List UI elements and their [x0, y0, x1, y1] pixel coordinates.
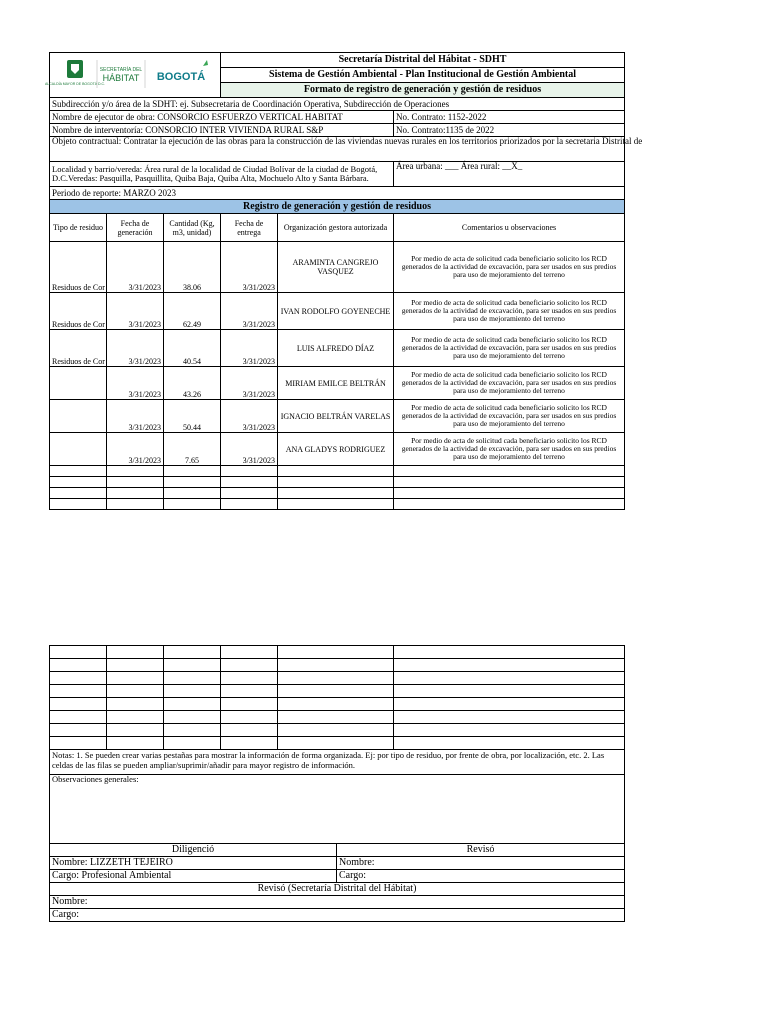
nombre-sdht: Nombre:	[50, 896, 625, 909]
cell-organizacion: ARAMINTA CANGREJO VASQUEZ	[278, 242, 394, 293]
table-row	[50, 367, 625, 400]
cell-fecha-gen: 3/31/2023	[107, 433, 164, 466]
logo-area	[44, 53, 221, 98]
nombre-reviso: Nombre:	[337, 857, 625, 870]
empty-row	[50, 711, 625, 724]
cell-organizacion: IVAN RODOLFO GOYENECHE	[278, 293, 394, 330]
cell-cantidad: 7.65	[164, 433, 221, 466]
cell-organizacion: IGNACIO BELTRÁN VARELAS	[278, 400, 394, 433]
cell-cantidad: 62.49	[164, 293, 221, 330]
alcaldia-shield-icon	[45, 60, 105, 86]
header-table	[44, 52, 643, 510]
logo-habitat-text: HÁBITAT	[102, 73, 140, 83]
cell-comentario: Por medio de acta de solicitud cada beneficiario solicito los RCD generados de la actividad de excavación, para ser usados en sus predios para uso de mejoramiento del terreno	[394, 242, 625, 293]
objeto-field: Objeto contractual: Contratar la ejecución de las obras para la construcción de las viviendas nuevas rurales en los territorios priorizados por la secretaria Distrital de	[50, 137, 625, 162]
table-row	[50, 400, 625, 433]
continuation-sheet	[49, 645, 624, 922]
reviso-heading: Revisó	[337, 844, 625, 857]
cell-fecha-ent: 3/31/2023	[221, 367, 278, 400]
localidad-field: Localidad y barrio/vereda: Área rural de la localidad de Ciudad Bolívar de la ciudad de Bogotá, D.C.Veredas: Pasquilla, Pasquillita, Quiba Baja, Quiba Alta, Mochuelo Alto y Santa Bárbara.	[50, 162, 394, 187]
logo-secretaria-text: SECRETARÍA DEL	[99, 67, 143, 73]
empty-row	[50, 672, 625, 685]
empty-row	[50, 737, 625, 750]
logo-bogota-text: BOGOTÁ	[156, 71, 206, 83]
empty-row	[50, 499, 625, 510]
cell-organizacion: ANA GLADYS RODRIGUEZ	[278, 433, 394, 466]
cell-tipo	[50, 400, 107, 433]
logo-alcaldia-text: ALCALDÍA MAYOR DE BOGOTÁ D.C.	[44, 82, 106, 86]
cell-comentario: Por medio de acta de solicitud cada beneficiario solicito los RCD generados de la actividad de excavación, para ser usados en sus predios para uso de mejoramiento del terreno	[394, 293, 625, 330]
col-cantidad: Cantidad (Kg, m3, unidad)	[164, 214, 221, 242]
table-row	[50, 433, 625, 466]
empty-row	[50, 466, 625, 477]
cell-comentario: Por medio de acta de solicitud cada beneficiario solicito los RCD generados de la actividad de excavación, para ser usados en sus predios para uso de mejoramiento del terreno	[394, 400, 625, 433]
cargo-diligencio: Cargo: Profesional Ambiental	[50, 870, 337, 883]
interventoria-field: Nombre de interventoría: CONSORCIO INTER VIVIENDA RURAL S&P	[50, 124, 394, 137]
cell-fecha-ent: 3/31/2023	[221, 293, 278, 330]
empty-row	[50, 488, 625, 499]
section-title: Registro de generación y gestión de residuos	[50, 200, 625, 214]
cargo-reviso: Cargo:	[337, 870, 625, 883]
table-row	[50, 242, 625, 293]
col-fecha-gen: Fecha de generación	[107, 214, 164, 242]
cell-fecha-gen: 3/31/2023	[107, 400, 164, 433]
title-sdht: Secretaría Distrital del Hábitat - SDHT	[221, 53, 625, 68]
observations-field: Observaciones generales:	[50, 775, 625, 844]
cell-fecha-gen: 3/31/2023	[107, 293, 164, 330]
cell-cantidad: 43.26	[164, 367, 221, 400]
empty-row	[50, 659, 625, 672]
diligencio-heading: Diligenció	[50, 844, 337, 857]
cell-tipo: Residuos de Cor	[50, 330, 107, 367]
bogota-star-icon	[203, 60, 208, 66]
empty-row	[50, 698, 625, 711]
cell-cantidad: 40.54	[164, 330, 221, 367]
cell-fecha-ent: 3/31/2023	[221, 400, 278, 433]
table-row	[50, 293, 625, 330]
cell-fecha-gen: 3/31/2023	[107, 242, 164, 293]
empty-row	[50, 477, 625, 488]
cell-cantidad: 38.06	[164, 242, 221, 293]
cell-tipo: Residuos de Cor	[50, 242, 107, 293]
col-fecha-ent: Fecha de entrega	[221, 214, 278, 242]
cell-organizacion: MIRIAM EMILCE BELTRÁN	[278, 367, 394, 400]
cell-comentario: Por medio de acta de solicitud cada beneficiario solicito los RCD generados de la actividad de excavación, para ser usados en sus predios para uso de mejoramiento del terreno	[394, 367, 625, 400]
title-sistema: Sistema de Gestión Ambiental - Plan Institucional de Gestión Ambiental	[221, 68, 625, 83]
periodo-field: Periodo de reporte: MARZO 2023	[50, 187, 625, 200]
signature-table	[49, 843, 625, 922]
subdireccion-field: Subdirección y/o área de la SDHT: ej. Subsecretaria de Coordinación Operativa, Subdirección de Operaciones	[50, 98, 625, 111]
cell-organizacion: LUIS ALFREDO DÍAZ	[278, 330, 394, 367]
contrato2-field: No. Contrato:1135 de 2022	[394, 124, 625, 137]
contrato1-field: No. Contrato: 1152-2022	[394, 111, 625, 124]
cell-tipo: Residuos de Cor	[50, 293, 107, 330]
empty-row	[50, 685, 625, 698]
nombre-diligencio: Nombre: LIZZETH TEJEIRO	[50, 857, 337, 870]
col-organizacion: Organización gestora autorizada	[278, 214, 394, 242]
cargo-sdht: Cargo:	[50, 909, 625, 922]
logos-svg	[44, 54, 219, 94]
cell-comentario: Por medio de acta de solicitud cada beneficiario solicito los RCD generados de la actividad de excavación, para ser usados en sus predios para uso de mejoramiento del terreno	[394, 433, 625, 466]
notes-field: Notas: 1. Se pueden crear varias pestañas para mostrar la información de forma organizada. Ej: por tipo de residuo, por frente de obra, por localización, etc. 2. Las celdas de las filas se pueden ampliar/suprimir/añadir para mayor registro de información.	[50, 750, 625, 775]
cell-fecha-ent: 3/31/2023	[221, 433, 278, 466]
empty-row	[50, 646, 625, 659]
reviso-sdht-heading: Revisó (Secretaría Distrital del Hábitat)	[50, 883, 625, 896]
cell-cantidad: 50.44	[164, 400, 221, 433]
cell-comentario: Por medio de acta de solicitud cada beneficiario solicito los RCD generados de la actividad de excavación, para ser usados en sus predios para uso de mejoramiento del terreno	[394, 330, 625, 367]
empty-row	[50, 724, 625, 737]
cell-fecha-ent: 3/31/2023	[221, 242, 278, 293]
cell-fecha-gen: 3/31/2023	[107, 330, 164, 367]
col-comentarios: Comentarios u observaciones	[394, 214, 625, 242]
cell-tipo	[50, 367, 107, 400]
waste-register-sheet	[44, 52, 643, 510]
area-field: Área urbana: ___ Área rural: __X_	[394, 162, 625, 187]
continuation-table	[49, 645, 625, 844]
cell-fecha-ent: 3/31/2023	[221, 330, 278, 367]
ejecutor-field: Nombre de ejecutor de obra: CONSORCIO ESFUERZO VERTICAL HABITAT	[50, 111, 394, 124]
title-formato: Formato de registro de generación y gestión de residuos	[221, 83, 625, 98]
cell-tipo	[50, 433, 107, 466]
table-row	[50, 330, 625, 367]
cell-fecha-gen: 3/31/2023	[107, 367, 164, 400]
col-tipo: Tipo de residuo	[50, 214, 107, 242]
